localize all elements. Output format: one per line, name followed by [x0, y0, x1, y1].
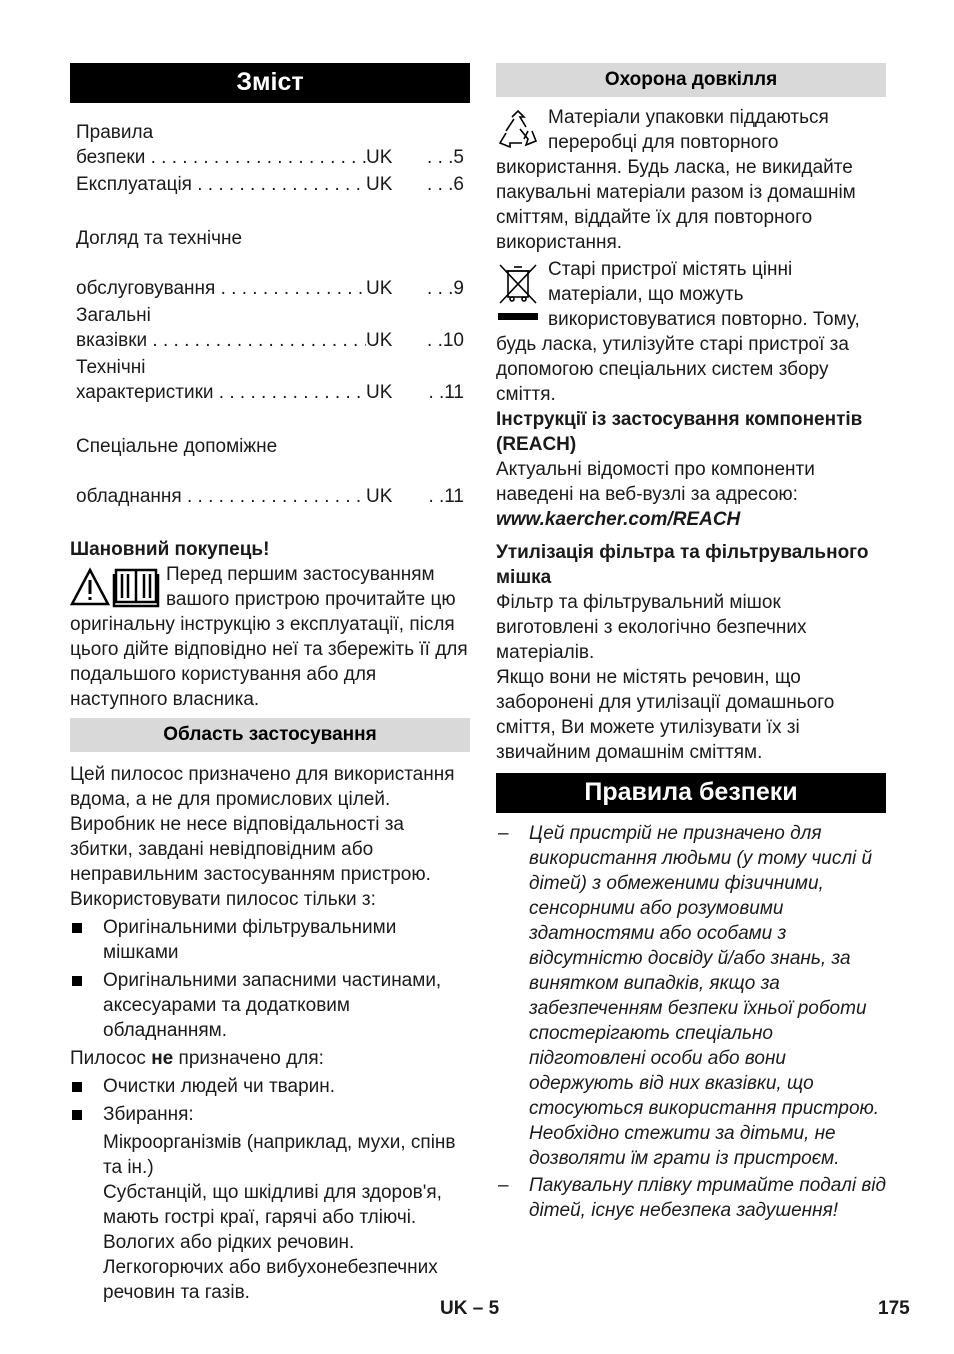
reach-heading: Інструкції із застосування компонентів (REACH)	[496, 409, 863, 455]
scope-paragraph: Цей пилосос призначено для використання вдома, а не для промислових цілей.	[70, 764, 455, 810]
scope-paragraph: Виробник не несе відповідальності за збитки, завдані невідповідним або неправильним застосуванням пристрою.	[70, 814, 431, 885]
crossed-bin-icon	[496, 261, 540, 323]
list-item: Очистки людей чи тварин.	[70, 1074, 470, 1099]
bullet-square-icon	[72, 1110, 82, 1120]
toc-row[interactable]	[76, 303, 470, 353]
reach-text: Актуальні відомості про компоненти наведені на веб-вузлі за адресою:	[496, 459, 815, 505]
toc-lang: UK	[366, 486, 393, 507]
toc-lang: UK	[366, 382, 393, 403]
dash-marker: –	[498, 823, 509, 844]
intro-block	[70, 562, 470, 712]
not-for-intro: Пилосос не призначено для:	[70, 1048, 324, 1069]
toc-title: обслуговування . . .	[76, 278, 366, 299]
list-item: Збирання:	[70, 1102, 470, 1127]
env-paragraph: Старі пристрої містять цінні матеріали, що можуть використовуватися повторно. Тому, будь ласка, утилізуйте старі пристрої за допомогою спеціальних систем збору сміття.	[496, 259, 860, 405]
sublist-item: Субстанцій, що шкідливі для здоров'я, мають гострі краї, гарячі або тліючі.	[103, 1182, 442, 1228]
safety-list	[496, 821, 886, 1223]
toc-page: . .10	[427, 330, 464, 351]
toc-title-line: Спеціальне допоміжне	[76, 436, 278, 457]
toc-lang: UK	[366, 147, 393, 168]
sublist-item: Вологих або рідких речовин.	[103, 1232, 355, 1253]
manual-book-icon	[114, 570, 158, 606]
scope-paragraph: Використовувати пилосос тільки з:	[70, 889, 376, 910]
filter-paragraph: Якщо вони не містять речовин, що заборонені для утилізації домашнього сміття, Ви можете утилізувати їх зі звичайним домашнім сміттям.	[496, 667, 835, 763]
list-item: – Пакувальну плівку тримайте подалі від дітей, існує небезпека задушення!	[498, 1175, 886, 1221]
toc-title: обладнання . . .	[76, 486, 366, 507]
env-recycle-block	[496, 105, 886, 255]
toc-row[interactable]	[76, 201, 470, 301]
page-number: 175	[878, 1298, 910, 1319]
list-item: Оригінальними запасними частинами, аксесуарами та додатковим обладнанням.	[70, 968, 470, 1043]
bullet-square-icon	[72, 923, 82, 933]
dash-marker: –	[498, 1175, 509, 1196]
toc-heading: Зміст	[70, 63, 470, 103]
warning-manual-icons	[70, 564, 166, 610]
recycle-icon	[496, 109, 540, 151]
not-for-list	[70, 1074, 470, 1127]
toc-title: Експлуатація . . .	[76, 174, 366, 195]
toc-row[interactable]	[76, 120, 470, 170]
env-heading: Охорона довкілля	[496, 63, 886, 97]
toc-lang: UK	[366, 174, 393, 195]
collect-sublist	[70, 1130, 470, 1305]
toc-lang: UK	[366, 278, 393, 299]
greeting-heading: Шановний покупець!	[70, 539, 270, 560]
scope-heading: Область застосування	[70, 718, 470, 752]
right-column	[496, 63, 886, 1225]
toc-row[interactable]	[76, 172, 470, 197]
sublist-item: Легкогорючих або вибухонебезпечних речовин та газів.	[103, 1257, 438, 1303]
reach-link[interactable]: www.kaercher.com/REACH	[496, 509, 741, 530]
toc-lang: UK	[366, 330, 393, 351]
safety-heading: Правила безпеки	[496, 773, 886, 813]
filter-heading: Утилізація фільтра та фільтрувального мішка	[496, 542, 869, 588]
toc-title: Загальні вказівки . . .	[76, 305, 366, 351]
toc-page: . . .9	[427, 278, 464, 299]
toc-title: Технічні характеристики . . .	[76, 357, 366, 403]
toc-page: . . .5	[427, 147, 464, 168]
toc-row[interactable]	[76, 409, 470, 509]
toc-page: . .11	[428, 486, 464, 507]
footer-section-label: UK – 5	[440, 1298, 500, 1319]
env-disposal-block	[496, 257, 886, 407]
left-column	[70, 63, 470, 1305]
list-item: – Цей пристрій не призначено для використання людьми (у тому числі й дітей) з обмеженими фізичними, сенсорними або розумовими здатностями або особами з відсутністю досвіду й/або знань, за винятком випадків, якщо за забезпеченням безпеки їхньої роботи спостерігають спеціально підготовлені особи або вони одержують від них вказівки, що стосуються використання пристрою. Необхідно стежити за дітьми, не дозволяти їм грати із пристроєм.	[498, 823, 880, 1169]
env-paragraph: Матеріали упаковки піддаються переробці для повторного використання. Будь ласка, не викидайте пакувальні матеріали разом із домашнім сміттям, віддайте їх для повторного використання.	[496, 107, 856, 253]
bullet-square-icon	[72, 1082, 82, 1092]
filter-paragraph: Фільтр та фільтрувальний мішок виготовлені з екологічно безпечних матеріалів.	[496, 592, 807, 663]
bullet-square-icon	[72, 976, 82, 986]
toc-title: Правила безпеки . . .	[76, 122, 366, 168]
use-with-list	[70, 915, 470, 1043]
toc-title-line: Догляд та технічне	[76, 228, 243, 249]
intro-text: Перед першим застосуванням вашого пристрою прочитайте цю оригінальну інструкцію з експлуатації, після цього дійте відповідно неї та збережіть її для подальшого користування або для наступного власника.	[70, 564, 468, 710]
warning-icon	[72, 570, 108, 604]
sublist-item: Мікроорганізмів (наприклад, мухи, спінв та ін.)	[103, 1132, 456, 1178]
toc-page: . .11	[428, 382, 464, 403]
toc-row[interactable]	[76, 355, 470, 405]
list-item: Оригінальними фільтрувальними мішками	[70, 915, 470, 965]
toc-page: . . .6	[427, 174, 464, 195]
table-of-contents	[70, 120, 470, 509]
